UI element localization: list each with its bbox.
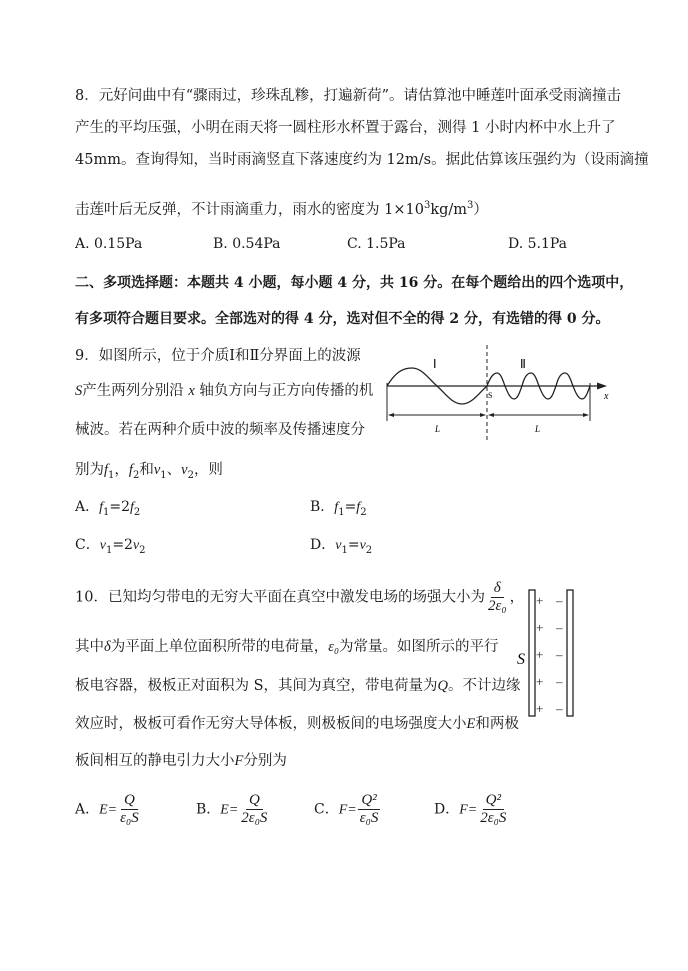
q10-line2: 其中δ为平面上单位面积所带的电荷量，ε₀为常量。如图所示的平行 <box>75 639 499 655</box>
q8-line4: 击莲叶后无反弹，不计雨滴重力，雨水的密度为 $1\times 10^3kg/m^3$） <box>75 200 488 218</box>
q8-option-a: A. 0.15Pa <box>75 236 143 252</box>
q10-line3: 板电容器，极板正对面积为 S，其间为真空，带电荷量为Q。不计边缘 <box>75 678 521 694</box>
length-1-label: L <box>435 424 441 434</box>
q10-option-b: B．E= $\frac{Q}{\text{2ε₀S}}$ <box>196 792 268 826</box>
q8-option-c: C. 1.5Pa <box>347 236 406 252</box>
q10-line5: 板间相互的静电引力大小F分别为 <box>75 753 287 769</box>
q8-line1: 8．元好问曲中有“骤雨过，珍珠乱糁，打遍新荷”。请估算池中睡莲叶面承受雨滴撞击 <box>75 88 622 104</box>
svg-text:–: – <box>556 647 563 662</box>
svg-text:+: + <box>536 674 544 689</box>
medium-2-label: Ⅱ <box>520 357 526 371</box>
svg-text:–: – <box>556 701 563 716</box>
q9-option-c: C．$v_1=2v_2$ <box>75 537 146 556</box>
section2-line1: 二、多项选择题：本题共 4 小题，每小题 4 分，共 16 分。在每个题给出的四个选项中， <box>75 275 634 291</box>
length-2-label: L <box>535 424 541 434</box>
q9-line3: 械波。若在两种介质中波的频率及传播速度分 <box>75 422 365 438</box>
svg-text:–: – <box>556 674 563 689</box>
minus-signs <box>555 593 563 716</box>
section2-line2: 有多项符合题目要求。全部选对的得 4 分，选对但不全的得 2 分，有选错的得 0 分。 <box>75 311 610 327</box>
area-label: S <box>517 651 525 668</box>
field-fraction: $\frac{\delta}{\text{2ε₀}}$ <box>487 580 507 614</box>
svg-text:+: + <box>536 620 544 635</box>
q8-option-b: B. 0.54Pa <box>213 236 281 252</box>
svg-text:–: – <box>556 620 563 635</box>
positive-plate <box>529 590 535 716</box>
q10-option-d: D．F= $\frac{\text{Q²}}{\text{2ε₀S}}$ <box>434 792 507 826</box>
q8-option-d: D. 5.1Pa <box>508 236 568 252</box>
q10-line1: 10．已知均匀带电的无穷大平面在真空中激发电场的场强大小为 $\frac{\delta}{\text{2ε₀}}$ ， <box>75 580 525 614</box>
q10-option-a: A．E= $\frac{Q}{\text{ε₀S}}$ <box>75 792 139 826</box>
negative-plate <box>567 590 573 716</box>
q8-line3: 45mm。查询得知，当时雨滴竖直下落速度约为 12m/s。据此估算该压强约为（设雨滴撞 <box>75 152 649 168</box>
medium-1-label: Ⅰ <box>433 357 437 371</box>
svg-text:+: + <box>536 701 544 716</box>
q9-line1: 9．如图所示，位于介质Ⅰ和Ⅱ分界面上的波源 <box>75 348 361 364</box>
svg-text:+: + <box>536 593 544 608</box>
q9-option-a: A．$f_1=2f_2$ <box>75 499 141 518</box>
source-label: S <box>488 391 493 400</box>
svg-text:–: – <box>556 593 563 608</box>
q9-line2: S产生两列分别沿 x 轴负方向与正方向传播的机 <box>75 383 374 399</box>
q9-option-d: D．$v_1=v_2$ <box>310 537 373 556</box>
x-axis-arrow-icon <box>597 383 607 390</box>
q10-capacitor-figure <box>514 588 584 720</box>
q9-wave-figure <box>385 343 615 445</box>
svg-text:+: + <box>536 647 544 662</box>
q9-line4: 别为$f_1$，$f_2$和$v_1$、$v_2$，则 <box>75 462 223 481</box>
q10-option-c: C．F= $\frac{\text{Q²}}{\text{ε₀S}}$ <box>314 792 379 826</box>
x-axis-label: x <box>604 391 609 402</box>
q10-line4: 效应时，极板可看作无穷大导体板，则极板间的电场强度大小E和两极 <box>75 716 519 732</box>
q8-line2: 产生的平均压强，小明在雨天将一圆柱形水杯置于露台，测得 1 小时内杯中水上升了 <box>75 120 616 136</box>
q9-option-b: B．$f_1=f_2$ <box>310 499 367 518</box>
plus-signs <box>536 593 543 716</box>
